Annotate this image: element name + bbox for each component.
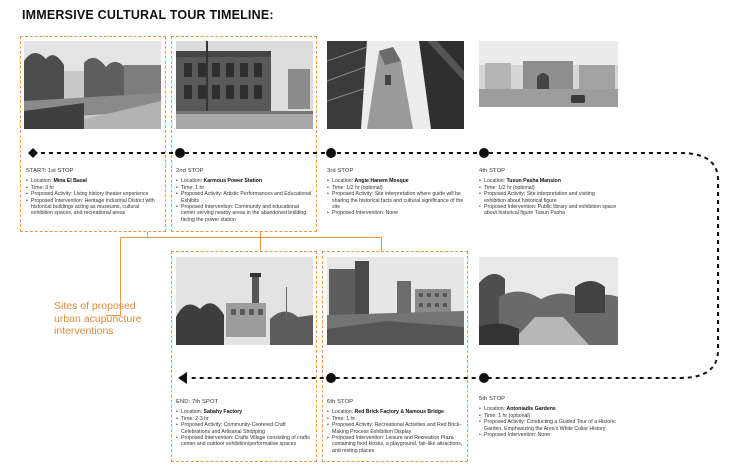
stop-item: • Time: 2-3 hr [176,416,313,422]
stop-item: • Proposed Intervention: Heritage Industrial District with historical buildings acting as museums, cultural exhibition spaces, and recreational areas [26,198,161,217]
photo-tusun-pasha-mansion [479,41,618,107]
connector-line [260,232,261,251]
stop-header: 5th STOP [479,396,506,402]
photo-red-brick-factory [327,257,464,345]
stop-item: • Proposed Activity: Community-Centered Craft Celebrations and Artisanal Shopping [176,422,313,435]
stop-item: • Proposed Activity: Site interpretation where guide will be sharing the historical facts and cultural significance of the site [327,191,464,210]
photo-karmous-power-station [176,41,313,129]
photo-antoniadis-gardens [479,257,618,345]
stop-item: • Time: 1 hr [327,416,464,422]
stop-item: • Proposed Intervention: None [479,432,618,438]
stop-item: • Proposed Activity: Living history theater experience [26,191,161,197]
stop-card-7 [176,399,313,448]
stop-item: • Proposed Intervention: Public library and exhibition space about historical figure Tusun Pasha [479,204,618,217]
stop-card-1 [26,168,161,217]
sites-label: Sites of proposed urban acupuncture interventions [54,300,142,337]
stop-item: • Proposed Intervention: Community and educational center serving nearby areas in the abandoned building facing the power station [176,204,313,223]
stop-item: • Proposed Intervention: None [327,210,464,216]
stop-item: • Location: Antoniadis Gardens [479,406,618,412]
stop-item: • Time: 1/2 hr (optional) [327,185,464,191]
stop-item: • Time: 1 hr (optional) [479,413,618,419]
stop-4-marker [479,148,489,158]
stop-item: • Location: Red Brick Factory & Namous Bridge [327,409,464,415]
stop-header: 2nd STOP [176,168,204,174]
stop-item: • Proposed Activity: Recreational Activities and Red Brick-Making Process Exhibition Display [327,422,464,435]
stop-item: • Proposed Intervention: Crafts Village consisting of crafts center and outdoor exhibition/performative spaces [176,435,313,448]
stop-item: • Proposed Activity: Artistic Performances and Educational Exhibits [176,191,313,204]
photo-mina-el-basal [24,41,161,129]
stop-header: 4th STOP [479,168,506,174]
stop-item: • Location: Karmous Power Station [176,178,313,184]
stop-header: 3rd STOP [327,168,354,174]
stop-header: END: 7th SPOT [176,399,219,405]
stop-item: • Time: 1 hr [176,185,313,191]
stop-item: • Proposed Activity: Conducting a Guided Tour of a Historic Garden, Emphasizing the Area's White Collar History [479,419,618,432]
connector-line [120,237,382,238]
stop-card-2 [176,168,313,223]
stop-item: • Location: Tusun Pasha Mansion [479,178,618,184]
stop-item: • Location: Sabahy Factory [176,409,313,415]
stop-item: • Proposed Activity: Site interpretation and visiting exhibition about historical figure [479,191,618,204]
stop-item: • Time: 1/2 hr (optional) [479,185,618,191]
photo-angie-hanem-mosque [327,41,464,129]
stop-header: START: 1st STOP [26,168,74,174]
stop-item: • Proposed Intervention: Leisure and Recreation Plaza containing food kiosks, a playground, fair-like attractions, and resting places [327,435,464,454]
stop-5-marker [479,373,489,383]
stop-card-6 [327,399,464,454]
stop-3-marker [326,148,336,158]
stop-card-4 [479,168,618,217]
photo-sabahy-factory [176,257,313,345]
stop-item: • Location: Mina El Basal [26,178,161,184]
connector-line [381,237,382,251]
stop-header: 6th STOP [327,399,354,405]
stop-card-3 [327,168,464,217]
stop-card-5 [479,396,618,438]
stop-item: • Time: 3 hr [26,185,161,191]
page-title: IMMERSIVE CULTURAL TOUR TIMELINE: [22,8,274,22]
stop-item: • Location: Angie Hanem Mosque [327,178,464,184]
